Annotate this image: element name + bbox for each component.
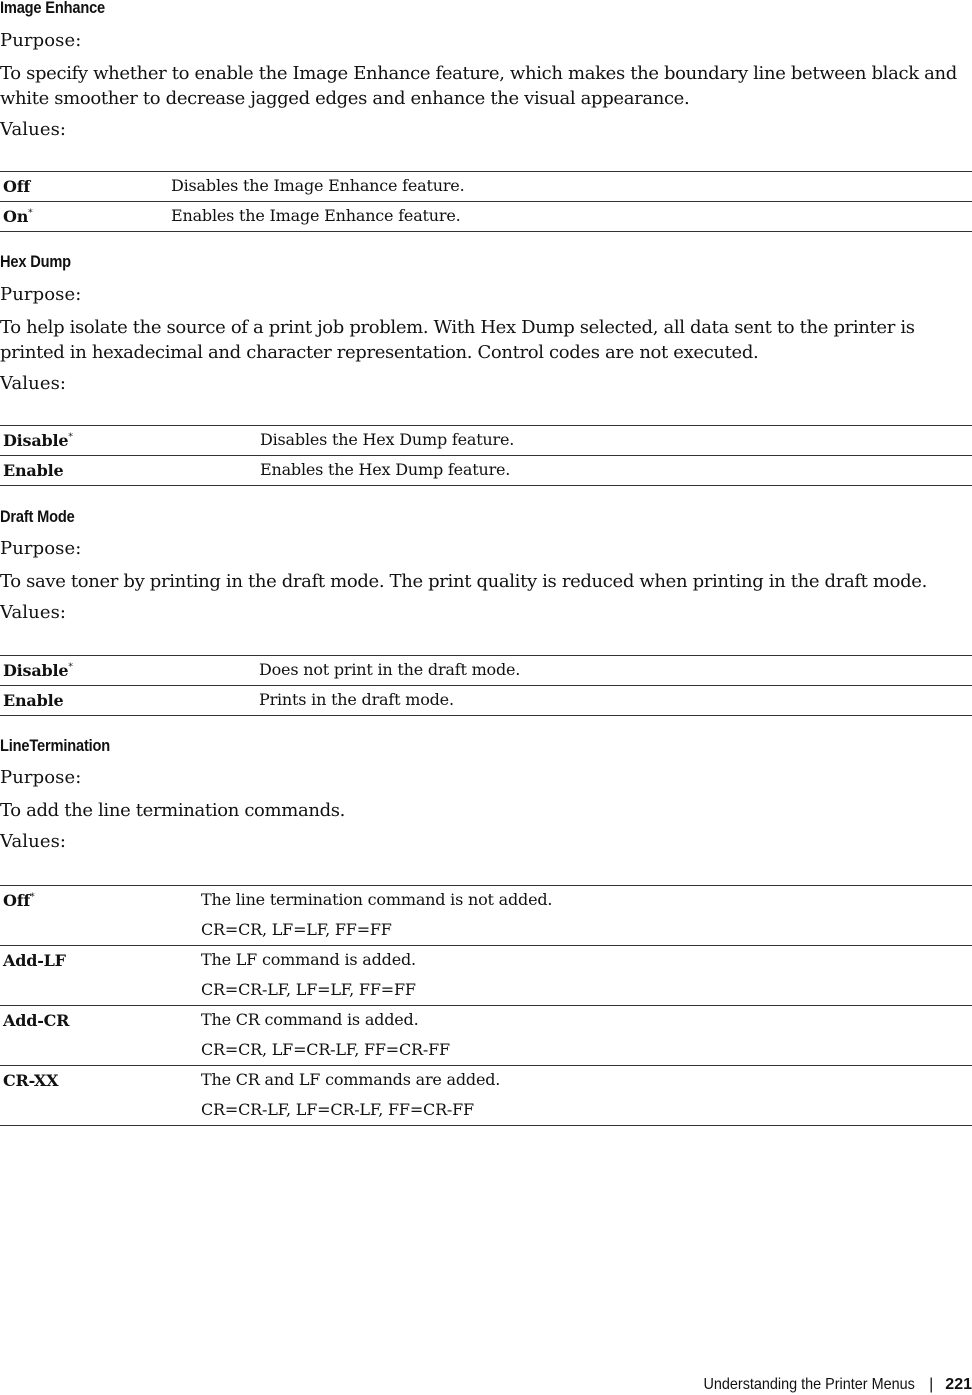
values-label-hex-dump: Values:: [0, 373, 67, 394]
values-table-draft-mode: [0, 655, 972, 716]
value-description: Enables the Hex Dump feature.: [260, 460, 511, 479]
value-name-cell: [0, 172, 168, 202]
value-description: Prints in the draft mode.: [259, 690, 454, 709]
value-description: CR=CR-LF, LF=LF, FF=FF: [201, 980, 416, 999]
page-footer: [680, 1376, 972, 1394]
values-label-draft-mode: Values:: [0, 602, 67, 623]
value-row: [0, 202, 972, 232]
value-name: Off: [3, 891, 31, 910]
value-description-cell: [256, 686, 972, 716]
section-title-hex-dump: Hex Dump: [0, 252, 71, 271]
value-description: The LF command is added.: [201, 950, 416, 969]
value-name: Disable: [3, 661, 69, 680]
value-name: On: [3, 207, 29, 226]
value-description: CR=CR, LF=CR-LF, FF=CR-FF: [201, 1040, 450, 1059]
value-description-cell: [198, 886, 972, 946]
values-table-line-termination: [0, 885, 972, 1126]
purpose-label-hex-dump: Purpose:: [0, 284, 82, 305]
value-description-cell: [198, 946, 972, 1006]
purpose-label-line-termination: Purpose:: [0, 767, 82, 788]
value-description: The line termination command is not added.: [201, 890, 553, 909]
value-name: Disable: [3, 431, 69, 450]
value-name-cell: [0, 202, 168, 232]
value-description-cell: [198, 1066, 972, 1126]
value-row: [0, 656, 972, 686]
purpose-text-hex-dump: To help isolate the source of a print job problem. With Hex Dump selected, all data sent to the printer is printed in hexadecimal and character representation. Control codes are not executed.: [0, 317, 915, 363]
value-name: Enable: [3, 461, 64, 480]
value-description: Disables the Hex Dump feature.: [260, 430, 515, 449]
value-description: The CR command is added.: [201, 1010, 419, 1029]
value-name-cell: [0, 946, 198, 1006]
value-row: [0, 946, 972, 1006]
value-row: [0, 1066, 972, 1126]
value-name-cell: [0, 686, 256, 716]
value-name-cell: [0, 1066, 198, 1126]
value-description: Disables the Image Enhance feature.: [171, 176, 465, 195]
page-number: 221: [945, 1376, 972, 1393]
default-marker: *: [68, 662, 73, 673]
value-name: Add-LF: [3, 951, 66, 970]
value-description: CR=CR, LF=LF, FF=FF: [201, 920, 392, 939]
purpose-text-draft-mode: To save toner by printing in the draft mode. The print quality is reduced when printing in the draft mode.: [0, 571, 927, 592]
value-row: [0, 1006, 972, 1066]
section-title-draft-mode: Draft Mode: [0, 507, 75, 526]
value-name: Off: [3, 177, 31, 196]
value-description-cell: [168, 202, 972, 232]
value-description-cell: [256, 656, 972, 686]
values-label-line-termination: Values:: [0, 831, 67, 852]
default-marker: *: [28, 208, 33, 219]
values-table-hex-dump: [0, 425, 972, 486]
value-name: Add-CR: [3, 1011, 70, 1030]
purpose-text-image-enhance: To specify whether to enable the Image Enhance feature, which makes the boundary line between black and white smoother to decrease jagged edges and enhance the visual appearance.: [0, 63, 957, 109]
section-title-line-termination: LineTermination: [0, 736, 111, 755]
value-description: The CR and LF commands are added.: [201, 1070, 501, 1089]
purpose-label-image-enhance: Purpose:: [0, 30, 82, 51]
value-name: Enable: [3, 691, 64, 710]
value-name-cell: [0, 886, 198, 946]
value-description: Enables the Image Enhance feature.: [171, 206, 461, 225]
values-label-image-enhance: Values:: [0, 119, 67, 140]
value-row: [0, 456, 972, 486]
value-row: [0, 686, 972, 716]
value-name: CR-XX: [3, 1071, 59, 1090]
footer-separator: |: [929, 1376, 934, 1393]
value-description-cell: [257, 456, 972, 486]
value-description-cell: [168, 172, 972, 202]
footer-title: Understanding the Printer Menus: [703, 1376, 916, 1393]
value-description: Does not print in the draft mode.: [259, 660, 521, 679]
value-name-cell: [0, 426, 257, 456]
value-description: CR=CR-LF, LF=CR-LF, FF=CR-FF: [201, 1100, 474, 1119]
value-name-cell: [0, 656, 256, 686]
values-table-image-enhance: [0, 171, 972, 232]
value-row: [0, 886, 972, 946]
purpose-text-line-termination: To add the line termination commands.: [0, 800, 346, 821]
value-row: [0, 172, 972, 202]
value-row: [0, 426, 972, 456]
value-name-cell: [0, 1006, 198, 1066]
default-marker: *: [68, 432, 73, 443]
value-description-cell: [257, 426, 972, 456]
default-marker: *: [30, 892, 35, 903]
section-title-image-enhance: Image Enhance: [0, 0, 106, 17]
purpose-label-draft-mode: Purpose:: [0, 538, 82, 559]
value-name-cell: [0, 456, 257, 486]
value-description-cell: [198, 1006, 972, 1066]
